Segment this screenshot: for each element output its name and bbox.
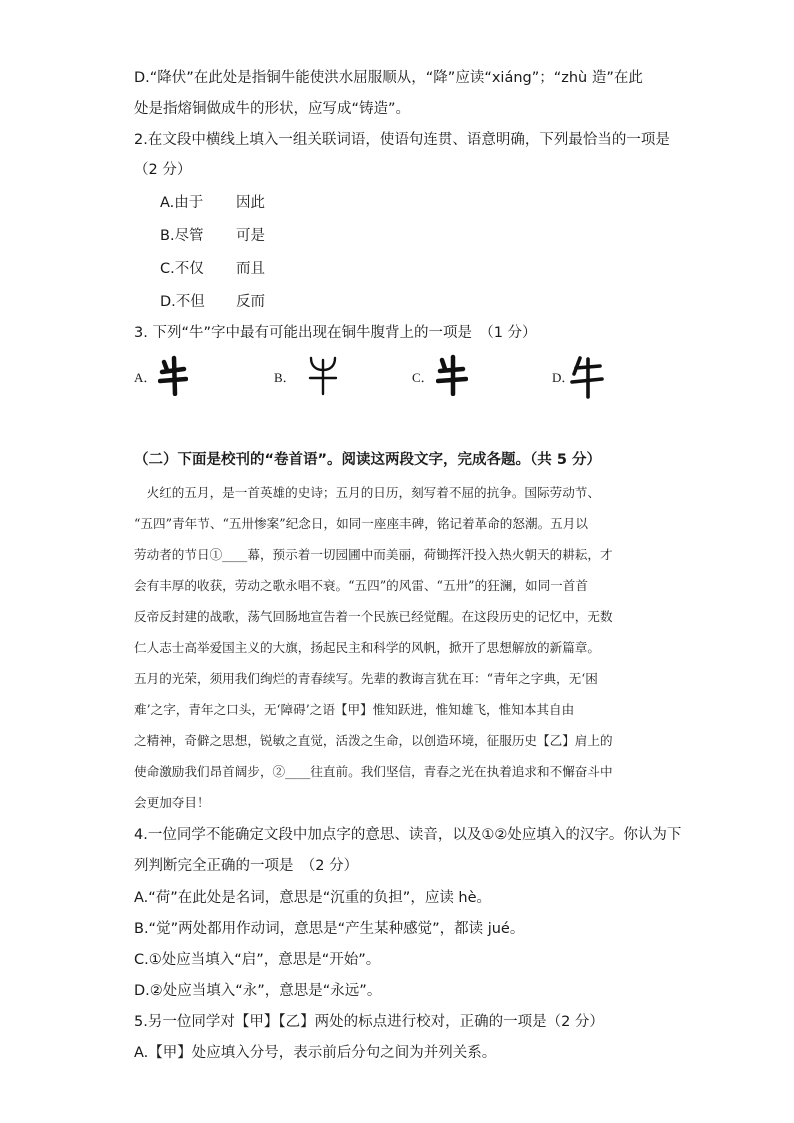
passage-line: 难’之字，青年之口头，无‘障碍’之语【甲】惟知跃进，惟知雄飞，惟知本其自由 bbox=[134, 702, 575, 717]
q4-stem-line2: 列判断完全正确的一项是 （2 分） bbox=[134, 858, 359, 874]
q5-stem: 5.另一位同学对【甲】【乙】两处的标点进行校对，正确的一项是（2 分） bbox=[134, 1014, 604, 1030]
passage-line: 劳动者的节日①____幕，预示着一切园圃中而美丽，荷锄挥汗投入热火朝天的耕耘，才 bbox=[134, 547, 613, 562]
passage-line: 会更加夺目！ bbox=[134, 795, 210, 810]
q4-option-a: A.“荷”在此处是名词，意思是“沉重的负担”，应读 hè。 bbox=[134, 890, 492, 906]
ox-glyph-d-icon bbox=[570, 354, 604, 400]
q2-option-c: C.不仅 而且 bbox=[160, 261, 265, 277]
q4-option-c: C.①处应当填入“启”，意思是“开始”。 bbox=[134, 952, 381, 968]
passage-line: 使命激励我们昂首阔步，②____往直前。我们坚信，青春之光在执着追求和不懈奋斗中 bbox=[134, 764, 613, 779]
q2-stem-line2: （2 分） bbox=[134, 162, 192, 178]
q1-option-d-line1: D.“降伏”在此处是指铜牛能使洪水屈服顺从，“降”应读“xiáng”；“zhù 造”在此 bbox=[134, 70, 643, 86]
ox-glyph-c-icon bbox=[436, 354, 468, 396]
ox-glyph-b-icon bbox=[306, 354, 340, 398]
passage-line: 仁人志士高举爱国主义的大旗，扬起民主和科学的风帆，掀开了思想解放的新篇章。 bbox=[134, 640, 600, 655]
passage-line: 会有丰厚的收获，劳动之歌永唱不衰。“五四”的风雷、“五卅”的狂澜，如同一首首 bbox=[134, 578, 588, 593]
q5-option-a: A.【甲】处应填入分号，表示前后分句之间为并列关系。 bbox=[134, 1045, 497, 1061]
passage-line: 之精神，奇僻之思想，锐敏之直觉，活泼之生命，以创造环境，征服历史【乙】肩上的 bbox=[134, 733, 613, 748]
section2-heading: （二）下面是校刊的“卷首语”。阅读这两段文字，完成各题。（共 5 分） bbox=[134, 452, 601, 468]
q3-glyph-options: A． B． C． D． bbox=[134, 352, 654, 402]
q2-option-a: A.由于 因此 bbox=[160, 195, 265, 211]
passage-line: 火红的五月，是一首英雄的史诗；五月的日历，刻写着不屈的抗争。国际劳动节、 bbox=[134, 485, 600, 500]
q2-option-b: B.尽管 可是 bbox=[160, 228, 265, 244]
passage-line: 反帝反封建的战歌，荡气回肠地宣告着一个民族已经觉醒。在这段历史的记忆中，无数 bbox=[134, 609, 613, 624]
q2-stem-line1: 2.在文段中横线上填入一组关联词语，使语句连贯、语意明确，下列最恰当的一项是 bbox=[134, 132, 670, 148]
q1-option-d-line2: 处是指熔铜做成牛的形状，应写成“铸造”。 bbox=[134, 101, 411, 117]
q4-option-d: D.②处应当填入“永”，意思是“永远”。 bbox=[134, 983, 382, 999]
passage-line: “五四”青年节、“五卅惨案”纪念日，如同一座座丰碑，铭记着革命的怒潮。五月以 bbox=[134, 516, 588, 531]
q4-stem-line1: 4.一位同学不能确定文段中加点字的意思、读音，以及①②处应填入的汉字。你认为下 bbox=[134, 827, 682, 843]
q2-option-d: D.不但 反而 bbox=[160, 294, 265, 310]
ox-glyph-a-icon bbox=[158, 354, 188, 396]
q4-option-b: B.“觉”两处都用作动词，意思是“产生某种感觉”，都读 jué。 bbox=[134, 921, 525, 937]
q3-stem: 3. 下列“牛”字中最有可能出现在铜牛腹背上的一项是 （1 分） bbox=[134, 325, 537, 341]
passage-line: 五月的光荣，须用我们绚烂的青春续写。先辈的教诲言犹在耳：“青年之字典，无‘困 bbox=[134, 671, 598, 686]
